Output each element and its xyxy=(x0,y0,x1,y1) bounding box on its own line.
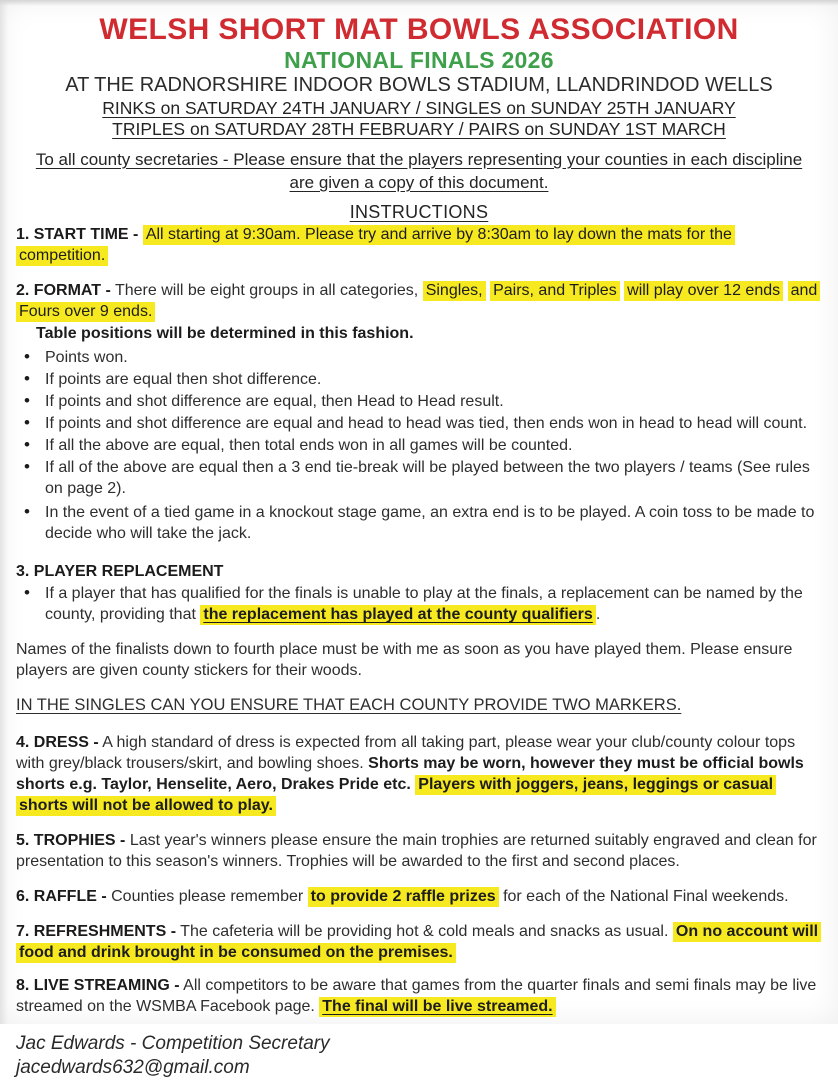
page-title: WELSH SHORT MAT BOWLS ASSOCIATION xyxy=(99,13,739,46)
trophies-text: Last year's winners please ensure the main trophies are returned suitably engraved and clean for presentation to this season's winners. Trophies will be awarded to the first and second places. xyxy=(16,832,817,870)
list-item: • If points and shot difference are equal and head to head was tied, then ends won in head to head will count. xyxy=(16,413,820,434)
table-positions-heading: Table positions will be determined in this fashion. xyxy=(36,325,414,342)
tied-game-list xyxy=(16,502,820,544)
dress-bold-text: Shorts may be worn, however they must be official bowls shorts e.g. Taylor, Henselite, Aero, Drakes Pride etc. xyxy=(16,755,804,793)
document-header xyxy=(0,13,838,222)
player-replacement-list xyxy=(16,583,820,625)
live-streaming-highlight: The final will be live streamed. xyxy=(319,997,555,1017)
raffle-text-after: for each of the National Final weekends. xyxy=(503,888,789,905)
section-live-streaming xyxy=(16,975,820,1017)
format-highlight-fours: and Fours over 9 ends. xyxy=(16,281,820,322)
section-trophies xyxy=(16,830,820,872)
signature-line: Jac Edwards - Competition Secretary xyxy=(16,1033,330,1054)
refreshments-highlight: On no account will food and drink brought in be consumed on the premises. xyxy=(16,922,821,963)
format-intro-text: There will be eight groups in all categories, xyxy=(114,282,419,299)
list-item: • Points won. xyxy=(16,347,820,368)
list-item: • If points are equal then shot difference. xyxy=(16,369,820,390)
section-raffle-label: 6. RAFFLE - xyxy=(16,888,107,905)
list-item: • If points and shot difference are equal, then Head to Head result. xyxy=(16,391,820,412)
section-dress-label: 4. DRESS - xyxy=(16,734,99,751)
section-refreshments xyxy=(16,921,820,963)
raffle-text-before: Counties please remember xyxy=(111,888,304,905)
section-live-streaming-label: 8. LIVE STREAMING - xyxy=(16,977,180,994)
markers-line: IN THE SINGLES CAN YOU ENSURE THAT EACH COUNTY PROVIDE TWO MARKERS. xyxy=(16,696,682,714)
replacement-suffix: . xyxy=(595,606,601,623)
refreshments-text: The cafeteria will be providing hot & cold meals and snacks as usual. xyxy=(180,923,669,940)
table-positions-list xyxy=(16,347,820,499)
replacement-highlight: the replacement has played at the county qualifiers xyxy=(200,605,595,625)
live-streaming-text: All competitors to be aware that games from the quarter finals and semi finals may be live streamed on the WSMBA Facebook page. xyxy=(16,977,817,1015)
instructions-body xyxy=(0,224,838,1017)
section-start-time xyxy=(16,224,820,266)
document-footer xyxy=(16,1032,838,1080)
format-highlight-pairs-triples: Pairs, and Triples xyxy=(490,281,620,301)
tied-game-bullet: • In the event of a tied game in a knockout stage game, an extra end is to be played. A coin toss to be made to decide who will take the jack. xyxy=(16,502,820,544)
finalists-note: Names of the finalists down to fourth place must be with me as soon as you have played them. Please ensure players are given county stickers for their woods. xyxy=(16,641,793,679)
county-secretaries-notice: To all county secretaries - Please ensure that the players representing your counties in each discipline are given a copy of this document. xyxy=(35,150,803,192)
section-raffle xyxy=(16,886,820,907)
section-dress xyxy=(16,732,820,816)
list-item: • If all the above are equal, then total ends won in all games will be counted. xyxy=(16,435,820,456)
raffle-highlight: to provide 2 raffle prizes xyxy=(308,887,499,907)
section-refreshments-label: 7. REFRESHMENTS - xyxy=(16,923,177,940)
schedule-line-1: RINKS on SATURDAY 24TH JANUARY / SINGLES on SUNDAY 25TH JANUARY xyxy=(102,98,736,118)
dress-highlight: Players with joggers, jeans, leggings or casual shorts will not be allowed to play. xyxy=(16,775,776,816)
list-item: • If all of the above are equal then a 3 end tie-break will be played between the two players / teams (See rules on page 2). xyxy=(16,457,820,499)
section-start-time-label: 1. START TIME - xyxy=(16,226,139,243)
format-highlight-twelve-ends: will play over 12 ends xyxy=(624,281,783,301)
section-player-replacement-heading: 3. PLAYER REPLACEMENT xyxy=(16,563,224,580)
section-format-label: 2. FORMAT - xyxy=(16,282,111,299)
section-format xyxy=(16,280,820,322)
instructions-heading: INSTRUCTIONS xyxy=(349,202,489,222)
start-time-highlight: All starting at 9:30am. Please try and arrive by 8:30am to lay down the mats for the competition. xyxy=(16,225,735,266)
contact-email: jacedwards632@gmail.com xyxy=(16,1057,250,1078)
format-highlight-singles: Singles, xyxy=(423,281,486,301)
section-trophies-label: 5. TROPHIES - xyxy=(16,832,126,849)
dress-text: A high standard of dress is expected from all taking part, please wear your club/county colour tops with grey/black trousers/skirt, and bowling shoes. xyxy=(16,734,796,772)
player-replacement-bullet xyxy=(16,583,820,625)
subtitle-national-finals: NATIONAL FINALS 2026 xyxy=(284,47,554,73)
schedule-line-2: TRIPLES on SATURDAY 28TH FEBRUARY / PAIRS on SUNDAY 1ST MARCH xyxy=(112,119,726,139)
replacement-text: If a player that has qualified for the finals is unable to play at the finals, a replacement can be named by the county, providing that xyxy=(45,585,803,623)
venue-line: AT THE RADNORSHIRE INDOOR BOWLS STADIUM, LLANDRINDOD WELLS xyxy=(65,74,773,96)
